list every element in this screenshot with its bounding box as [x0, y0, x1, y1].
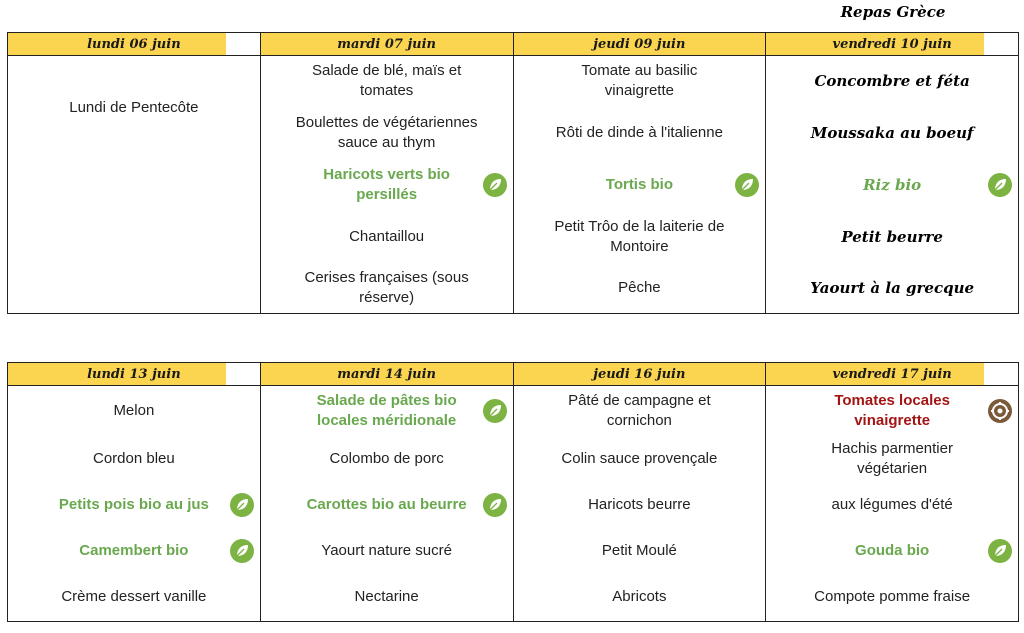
- header-row: [8, 363, 1019, 386]
- menu-cell: Concombre et féta: [766, 56, 1019, 106]
- greek-meal-note: Repas Grèce: [840, 3, 946, 21]
- menu-cell: Petit Moulé: [513, 528, 766, 574]
- day-header: vendredi 17 juin: [766, 363, 1019, 386]
- day-header: lundi 13 juin: [8, 363, 261, 386]
- menu-cell: Riz bio: [766, 160, 1019, 210]
- menu-row: [8, 210, 1019, 264]
- menu-cell: [8, 210, 261, 264]
- menu-cell: Colin sauce provençale: [513, 436, 766, 482]
- menu-cell: Cordon bleu: [8, 436, 261, 482]
- menu-cell: Tortis bio: [513, 160, 766, 210]
- menu-cell: [8, 160, 261, 210]
- menu-row: [8, 160, 1019, 210]
- leaf-icon: [483, 173, 507, 197]
- menu-cell: aux légumes d'été: [766, 482, 1019, 528]
- header-row: [8, 33, 1019, 56]
- menu-cell: Tomates locales vinaigrette: [766, 386, 1019, 436]
- menu-cell: Petits pois bio au jus: [8, 482, 261, 528]
- menu-cell: Moussaka au boeuf: [766, 106, 1019, 160]
- menu-cell: Hachis parmentier végétarien: [766, 436, 1019, 482]
- day-header: jeudi 09 juin: [513, 33, 766, 56]
- menu-cell: Yaourt nature sucré: [260, 528, 513, 574]
- menu-cell: Pâté de campagne et cornichon: [513, 386, 766, 436]
- day-header: lundi 06 juin: [8, 33, 261, 56]
- menu-row: [8, 264, 1019, 314]
- menu-cell: Haricots beurre: [513, 482, 766, 528]
- menu-cell: Haricots verts bio persillés: [260, 160, 513, 210]
- menu-cell: Lundi de Pentecôte: [8, 56, 261, 160]
- menu-cell: Boulettes de végétariennes sauce au thym: [260, 106, 513, 160]
- menu-cell: Carottes bio au beurre: [260, 482, 513, 528]
- week-2-menu-table: [7, 362, 1019, 622]
- menu-row: [8, 528, 1019, 574]
- menu-cell: Salade de pâtes bio locales méridionale: [260, 386, 513, 436]
- day-header: mardi 14 juin: [260, 363, 513, 386]
- week-1-menu-table: [7, 32, 1019, 314]
- leaf-icon: [988, 173, 1012, 197]
- menu-row: [8, 56, 1019, 106]
- menu-cell: Gouda bio: [766, 528, 1019, 574]
- menu-row: [8, 574, 1019, 622]
- menu-row: [8, 436, 1019, 482]
- leaf-icon: [483, 399, 507, 423]
- day-header: mardi 07 juin: [260, 33, 513, 56]
- leaf-icon: [483, 493, 507, 517]
- local-product-icon: [988, 399, 1012, 423]
- menu-cell: Abricots: [513, 574, 766, 622]
- menu-cell: Melon: [8, 386, 261, 436]
- menu-row: [8, 386, 1019, 436]
- leaf-icon: [988, 539, 1012, 563]
- menu-cell: Tomate au basilic vinaigrette: [513, 56, 766, 106]
- leaf-icon: [230, 539, 254, 563]
- menu-cell: Compote pomme fraise: [766, 574, 1019, 622]
- day-header: jeudi 16 juin: [513, 363, 766, 386]
- menu-cell: Nectarine: [260, 574, 513, 622]
- menu-cell: Petit beurre: [766, 210, 1019, 264]
- menu-cell: Pêche: [513, 264, 766, 314]
- menu-cell: [8, 264, 261, 314]
- leaf-icon: [735, 173, 759, 197]
- menu-cell: Chantaillou: [260, 210, 513, 264]
- menu-cell: Rôti de dinde à l'italienne: [513, 106, 766, 160]
- menu-cell: Crème dessert vanille: [8, 574, 261, 622]
- leaf-icon: [230, 493, 254, 517]
- menu-cell: Yaourt à la grecque: [766, 264, 1019, 314]
- menu-cell: Camembert bio: [8, 528, 261, 574]
- day-header: vendredi 10 juin: [766, 33, 1019, 56]
- menu-cell: Salade de blé, maïs et tomates: [260, 56, 513, 106]
- menu-cell: Petit Trôo de la laiterie de Montoire: [513, 210, 766, 264]
- menu-cell: Colombo de porc: [260, 436, 513, 482]
- menu-cell: Cerises françaises (sous réserve): [260, 264, 513, 314]
- menu-row: [8, 482, 1019, 528]
